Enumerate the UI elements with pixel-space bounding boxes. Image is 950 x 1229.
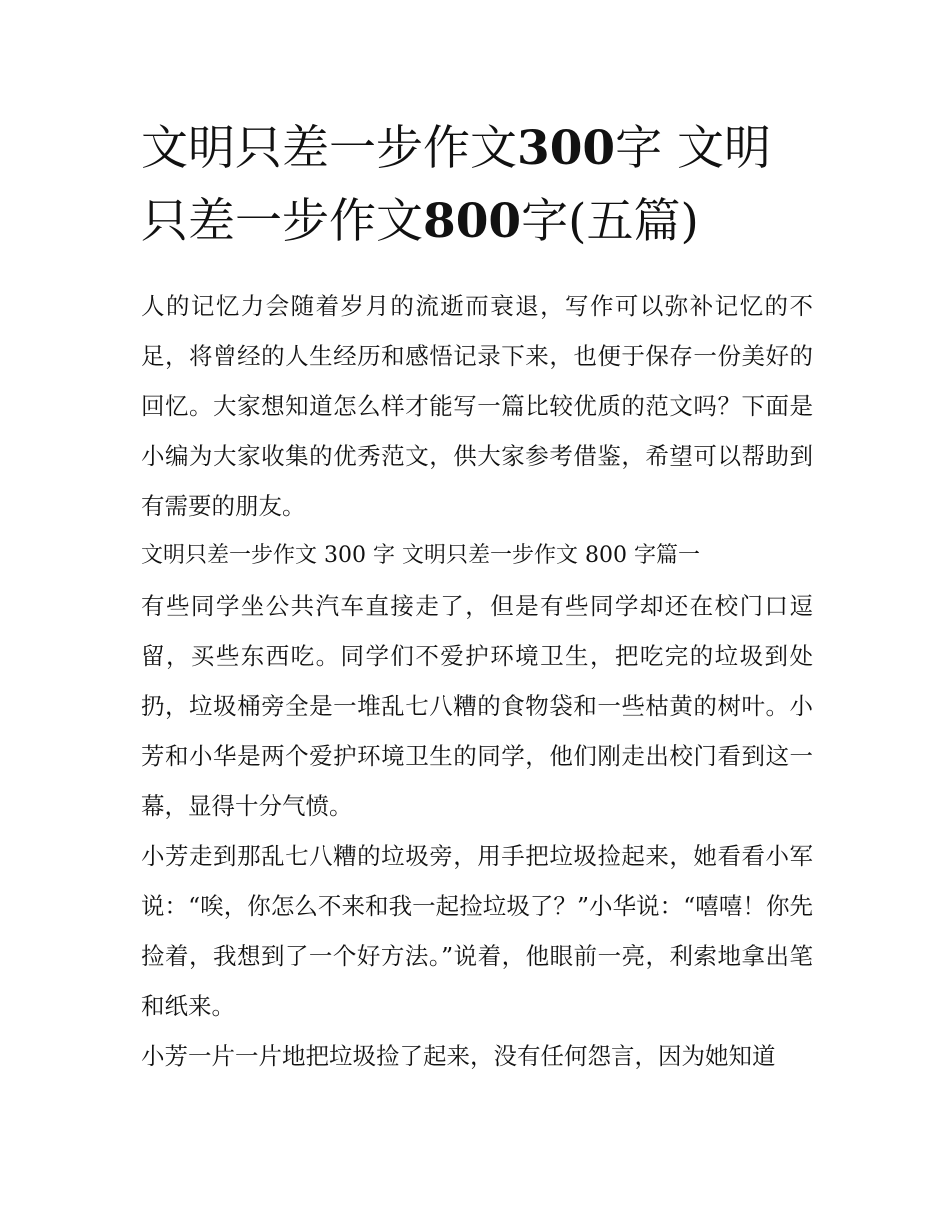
- title-number-800: 800: [423, 194, 522, 249]
- body-paragraph-2: 小芳走到那乱七八糟的垃圾旁，用手把垃圾捡起来，她看看小军说：“唉，你怎么不来和我一起捡垃圾了？”小华说：“嘻嘻！你先捡着，我想到了一个好方法。”说着，他眼前一亮，利索地拿出笔和纸来。: [141, 842, 813, 1020]
- title-text-1: 文明只差一步作文: [141, 121, 517, 176]
- section-heading: 文明只差一步作文 300 字 文明只差一步作文 800 字篇一: [141, 543, 700, 568]
- document-body: [141, 112, 813, 1081]
- intro-paragraph: 人的记忆力会随着岁月的流逝而衰退，写作可以弥补记忆的不足，将曾经的人生经历和感悟记录下来，也便于保存一份美好的回忆。大家想知道怎么样才能写一篇比较优质的范文吗？下面是小编为大家收集的优秀范文，供大家参考借鉴，希望可以帮助到有需要的朋友。: [141, 292, 813, 520]
- title-text-2: 字 文明只差一步作文: [141, 121, 772, 249]
- body-paragraph-1: 有些同学坐公共汽车直接走了，但是有些同学却还在校门口逗留，买些东西吃。同学们不爱护环境卫生，把吃完的垃圾到处扔，垃圾桶旁全是一堆乱七八糟的食物袋和一些枯黄的树叶。小芳和小华是两个爱护环境卫生的同学，他们刚走出校门看到这一幕，显得十分气愤。: [141, 592, 813, 820]
- title-number-300: 300: [517, 121, 616, 176]
- body-paragraph-3: 小芳一片一片地把垃圾捡了起来，没有任何怨言，因为她知道: [141, 1042, 776, 1070]
- document-title: [141, 112, 813, 258]
- title-text-3: 字(五篇): [521, 194, 699, 249]
